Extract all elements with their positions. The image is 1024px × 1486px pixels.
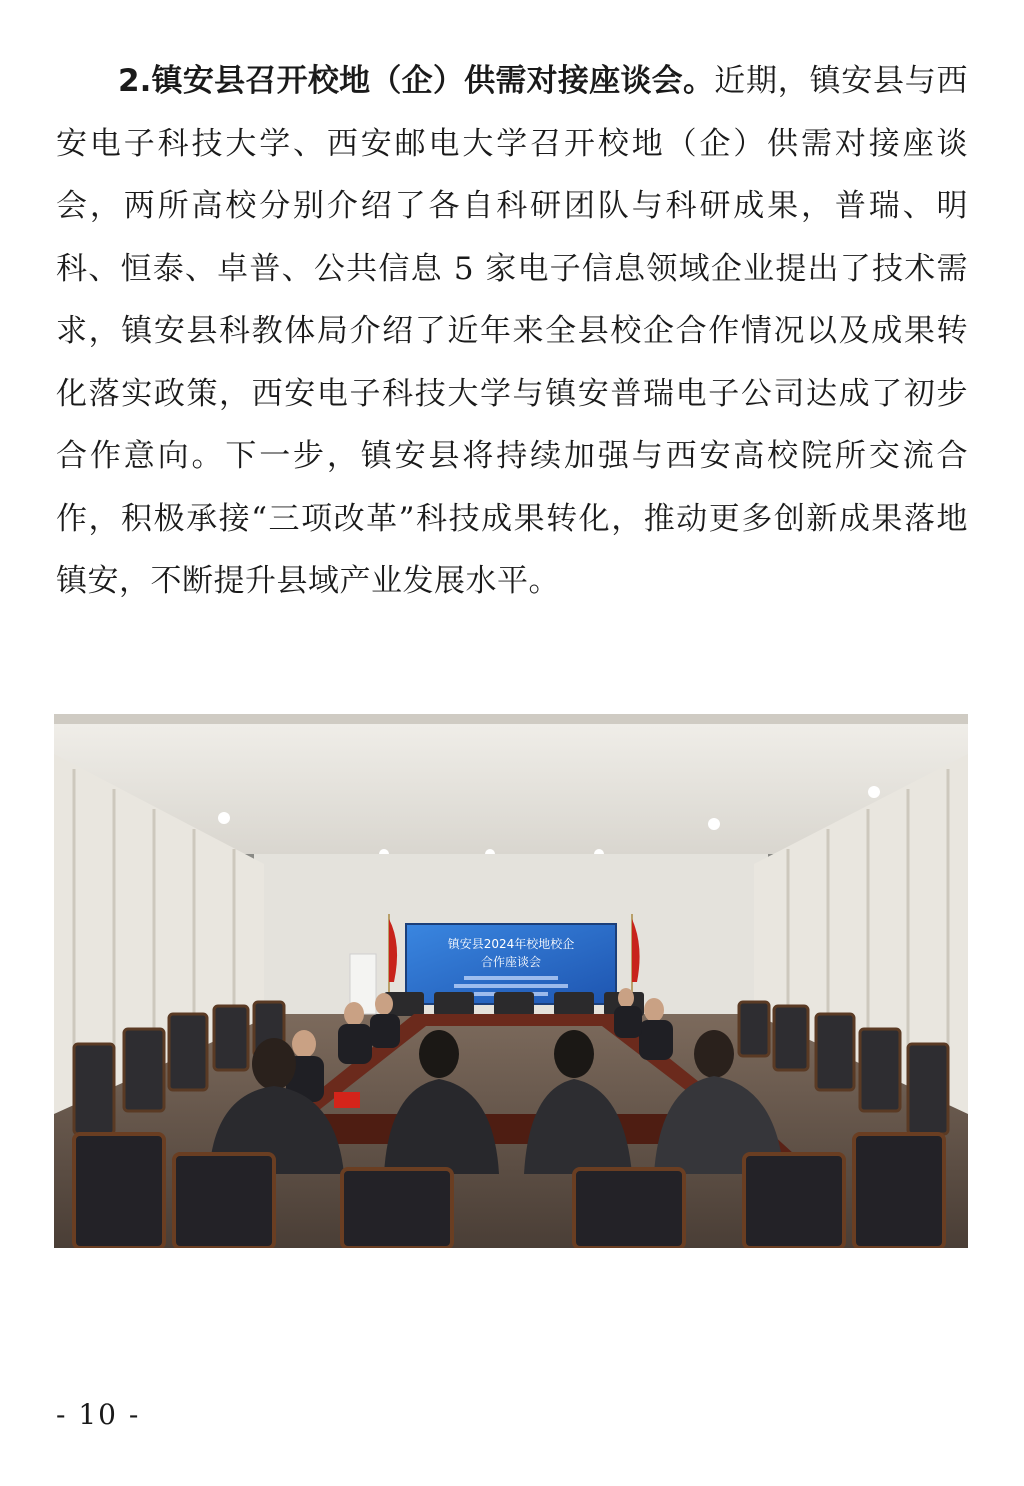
article-body-text: 近期，镇安县与西安电子科技大学、西安邮电大学召开校地（企）供需对接座谈会，两所高校分别介绍了各自科研团队与科研成果，普瑞、明科、恒泰、卓普、公共信息 5 家电子信息领域企业提出了技术需求，镇安县科教体局介绍了近年来全县校企合作情况以及成果转化落实政策，西安电子科技大学与镇安普瑞电子公司达成了初步合作意向。下一步，镇安县将持续加强与西安高校院所交流合作，积极承接“三项改革”科技成果转化，推动更多创新成果落地镇安，不断提升县域产业发展水平。 — [56, 63, 968, 599]
page-number: - 10 - — [56, 1398, 141, 1431]
lead-heading: 2.镇安县召开校地（企）供需对接座谈会。 — [118, 63, 715, 99]
meeting-photo — [54, 714, 968, 1248]
meeting-photo-illustration — [54, 714, 968, 1248]
screen-title-line1: 镇安县2024年校地校企 — [447, 937, 575, 951]
screen-title-line2: 合作座谈会 — [480, 955, 542, 969]
name-card — [334, 1092, 360, 1108]
article-paragraph — [56, 50, 968, 613]
